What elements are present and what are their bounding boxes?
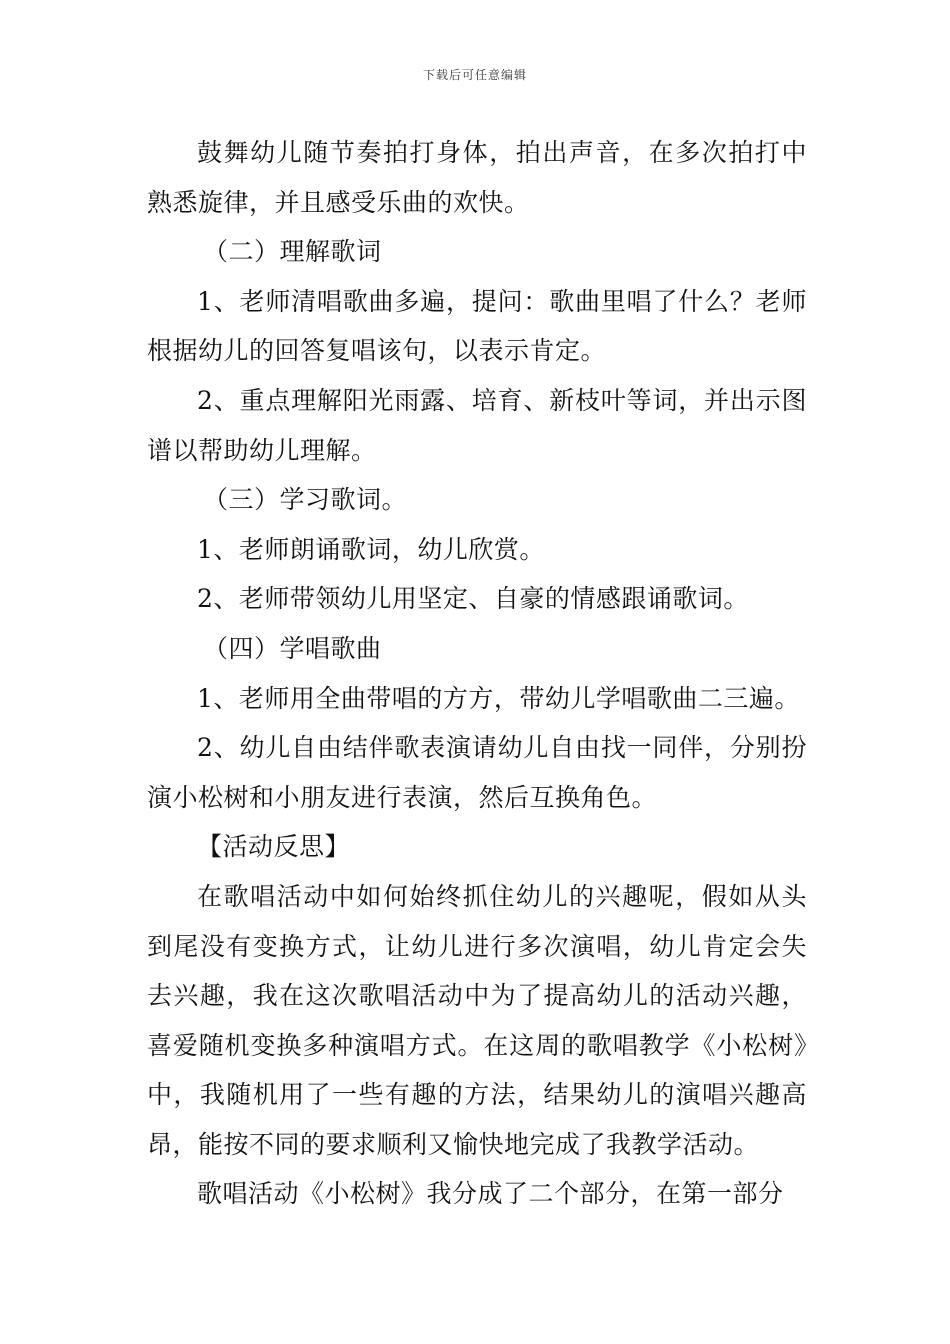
paragraph-step-key-words: 2、重点理解阳光雨露、培育、新枝叶等词，并出示图谱以帮助幼儿理解。 <box>147 385 807 465</box>
page-header-note: 下载后可任意编辑 <box>422 68 527 82</box>
section-heading-reflection: 【活动反思】 <box>197 832 351 862</box>
paragraph-step-follow-recite: 2、老师带领幼儿用坚定、自豪的情感跟诵歌词。 <box>197 584 749 614</box>
paragraph-step-lead-sing: 1、老师用全曲带唱的方方，带幼儿学唱歌曲二三遍。 <box>197 683 800 713</box>
paragraph-step-performance: 2、幼儿自由结伴歌表演请幼儿自由找一同伴，分别扮演小松树和小朋友进行表演，然后互换角色。 <box>147 733 807 812</box>
section-heading-learn-song: （四）学唱歌曲 <box>203 633 382 663</box>
paragraph-reflection-parts: 歌唱活动《小松树》我分成了二个部分，在第一部分 <box>197 1179 784 1209</box>
paragraph-step-recite: 1、老师朗诵歌词，幼儿欣赏。 <box>197 534 545 564</box>
section-heading-learn-lyrics: （三）学习歌词。 <box>203 485 408 515</box>
paragraph-reflection-interest: 在歌唱活动中如何始终抓住幼儿的兴趣呢，假如从头到尾没有变换方式，让幼儿进行多次演唱，幼儿肯定会失去兴趣，我在这次歌唱活动中为了提高幼儿的活动兴趣，喜爱随机变换多种演唱方式。在这周的歌唱教学《小松树》中，我随机用了一些有趣的方法，结果幼儿的演唱兴趣高昂，能按不同的要求顺利又愉快地完成了我教学活动。 <box>147 881 807 1159</box>
paragraph-step-sing-ask: 1、老师清唱歌曲多遍，提问：歌曲里唱了什么？老师根据幼儿的回答复唱该句，以表示肯定。 <box>147 286 807 366</box>
section-heading-understand-lyrics: （二）理解歌词 <box>203 237 382 267</box>
document-body <box>147 128 807 1219</box>
paragraph-drum-rhythm: 鼓舞幼儿随节奏拍打身体，拍出声音，在多次拍打中熟悉旋律，并且感受乐曲的欢快。 <box>147 138 807 217</box>
